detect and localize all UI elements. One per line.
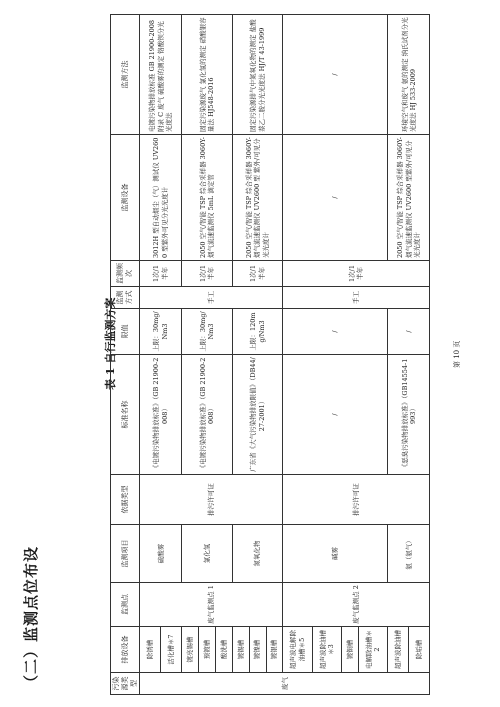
cell-equipment: 除锈槽	[140, 627, 161, 673]
header-pollutant-type: 污染源类型	[111, 673, 140, 695]
cell-basis-permit-1: 排污许可证	[140, 475, 283, 525]
header-monitoring-frequency: 监测频次	[111, 261, 140, 287]
cell-equipment: 镀锡槽	[232, 627, 249, 673]
header-monitoring-point: 监测点	[111, 583, 140, 627]
cell-point-2: 废气监测点 2	[283, 583, 430, 627]
cell-equipment: 镀亮锡槽	[181, 627, 198, 673]
cell-frequency-1: 1次/1半年	[140, 261, 182, 287]
cell-method-standard-3: 固定污染源排气中氮氧化物的测定 盐酸萘乙二胺分光光度法 HJ/T 43-1999	[232, 15, 283, 135]
cell-equipment: 活化槽＊7	[161, 627, 182, 673]
cell-item-nox: 氮氧化物	[232, 525, 283, 583]
header-discharge-equipment: 排放设备	[111, 627, 140, 673]
cell-item-sulfuric: 硫酸雾	[140, 525, 182, 583]
cell-device-4: 2050 空气/智能 TSP 综合采样器 3060Y-烟气流速监测仪 UV2600 型紫外/可见分光光度计	[388, 135, 430, 261]
cell-standard-3: 广东省《大气污染物排放限值》（DB44/27-2001）	[232, 355, 283, 475]
cell-equipment: 镀银槽	[266, 627, 283, 673]
monitoring-plan-table-wrapper	[110, 15, 430, 695]
cell-equipment: 超声波除油槽＊3	[312, 627, 341, 673]
cell-device-1: 3012H 型自动烟尘（气）测试仪 UV2600 型紫外可见分光光度计	[140, 135, 182, 261]
monitoring-plan-table	[110, 14, 430, 695]
cell-equipment: 镀镍槽	[249, 627, 266, 673]
table-row	[283, 15, 312, 695]
cell-equipment: 超声波电解除油槽＊5	[283, 627, 312, 673]
cell-device-slash: /	[283, 135, 388, 261]
header-monitoring-item: 监测项目	[111, 525, 140, 583]
cell-method-standard-4: 环境空气和废气 氨的测定 纳氏试剂分光光度法 HJ 533-2009	[388, 15, 430, 135]
cell-basis-permit-2: 排污许可证	[283, 475, 430, 525]
cell-method-manual-1: 手工	[140, 287, 283, 309]
cell-point-1: 废气监测点 1	[140, 583, 283, 627]
table-title: 表 1 自行监测方案	[104, 297, 117, 390]
cell-item-ammonia: 氨（氨气）	[388, 525, 430, 583]
cell-method-manual-2: 手工	[283, 287, 430, 309]
cell-equipment: 镀铜槽	[342, 627, 359, 673]
section-heading: （二）监测点位布设	[22, 545, 40, 690]
page-number: 第 10 页	[453, 340, 461, 368]
cell-equipment: 酸洗槽	[215, 627, 232, 673]
cell-limit-2: 上限：30mg/Nm3	[181, 309, 232, 355]
cell-method-standard-2: 固定污染源废气 氯化氢的测定 硝酸银容量法 HJ548-2016	[181, 15, 232, 135]
header-method-standard: 监测方法	[111, 15, 140, 135]
cell-pollutant-type: 废气	[140, 673, 430, 695]
header-standard-name: 标准名称	[111, 355, 140, 475]
cell-standard-slash: /	[283, 355, 388, 475]
cell-limit-1: 上限：30mg/Nm3	[140, 309, 182, 355]
cell-device-3: 2050 空气/智能 TSP 综合采样器 3060Y-烟气流速监测仪 UV2600 型 紫外/可见分光光度计	[232, 135, 283, 261]
table-row	[140, 15, 161, 695]
cell-limit-3: 上限：120mg/Nm3	[232, 309, 283, 355]
cell-equipment: 超声波除油槽	[388, 627, 409, 673]
cell-equipment: 除垢槽	[409, 627, 430, 673]
cell-item-alkali: 碱雾	[283, 525, 388, 583]
cell-item-hcl: 氯化氢	[181, 525, 232, 583]
cell-frequency-2: 1次/1半年	[181, 261, 232, 287]
cell-standard-4: 《恶臭污染物排放标准》（GB14554-1993）	[388, 355, 430, 475]
cell-limit-slash-2: /	[388, 309, 430, 355]
cell-method-standard-1: 电镀污染物排放标准 GB 21900-2008 附录 C 废气 硫酸雾的测定 铬酸钡分光光度法	[140, 15, 182, 135]
cell-standard-2: 《电镀污染物排放标准》（GB 21900-2008）	[181, 355, 232, 475]
header-basis-type: 依据类型	[111, 475, 140, 525]
table-header-row	[111, 15, 140, 695]
cell-equipment: 电解除油槽＊2	[358, 627, 387, 673]
cell-equipment: 预镀槽	[198, 627, 215, 673]
cell-frequency-4: 1次/1半年	[283, 261, 430, 287]
cell-standard-1: 《电镀污染物排放标准》（GB 21900-2008）	[140, 355, 182, 475]
cell-device-2: 2050 空气/智能 TSP 综合采样器 3060Y-烟气流速监测仪 5mL 滴定管	[181, 135, 232, 261]
cell-limit-slash-1: /	[283, 309, 388, 355]
header-monitoring-method: 监测方式	[111, 287, 140, 309]
header-monitoring-equipment: 监测设备	[111, 135, 140, 261]
cell-method-standard-slash: /	[283, 15, 388, 135]
header-limit: 限值	[111, 309, 140, 355]
cell-frequency-3: 1次/1半年	[232, 261, 283, 287]
